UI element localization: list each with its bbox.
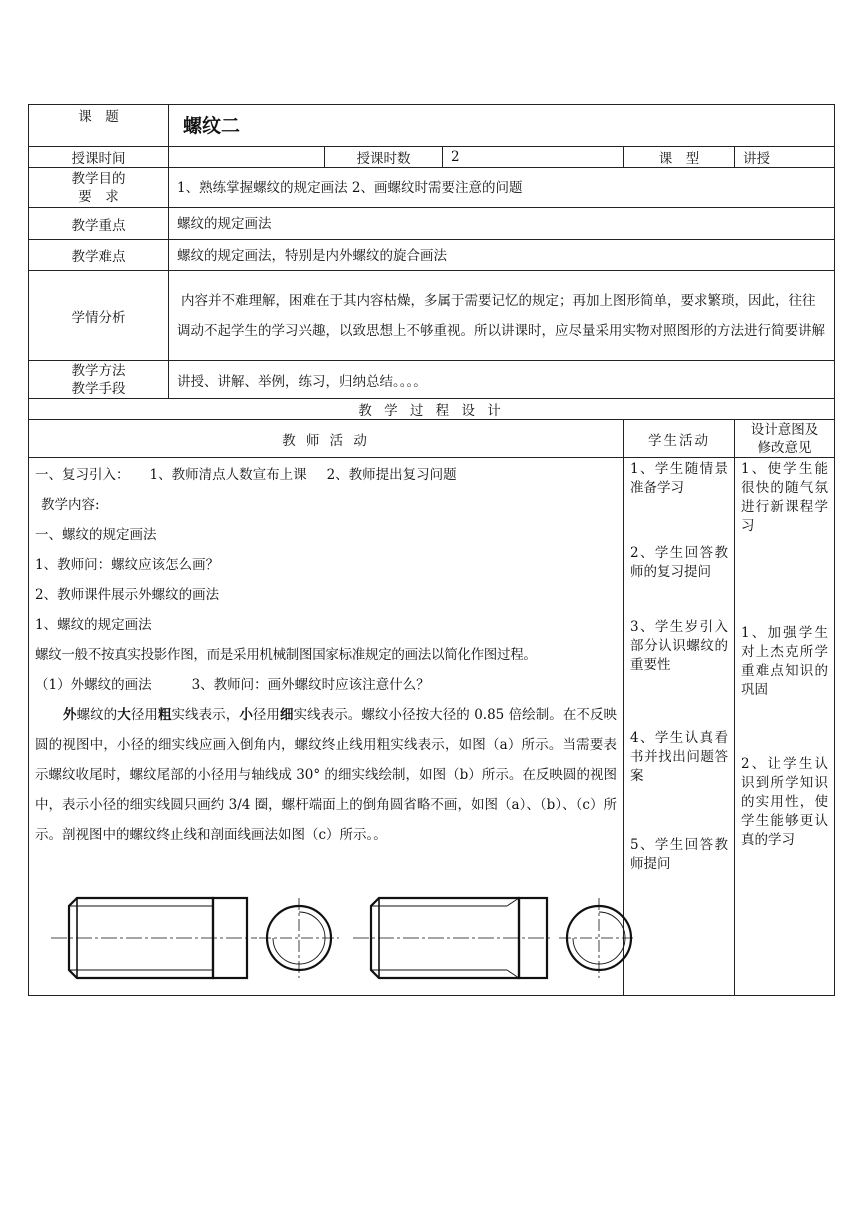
- analysis-body: 内容并不难理解，困难在于其内容枯燥，多属于需要记忆的规定；再加上图形简单，要求繁琐，因此，往往调动不起学生的学习兴趣，以致思想上不够重视。所以讲课时，应尽量采用实物对照图形的方法进行简要讲解: [177, 292, 825, 339]
- design-item-1: 1、使学生能很快的随气氛进行新课程学习: [741, 461, 828, 534]
- rules-paragraph: 外螺纹的大径用粗实线表示，小径用细实线表示。螺纹小径按大径的 0.85 倍绘制。在不反映圆的视图中，小径的细实线应画入倒角内，螺纹终止线用粗实线表示，如图（a）所示。当需要表示螺纹收尾时，螺纹尾部的小径用与轴线成 30° 的细实线绘制，如图（b）所示。在反映圆的视图中，表示小径的细实线圆只画约 3/4 圈，螺杆端面上的倒角圆省略不画，如图（a）、（b）、（c）所示。剖视图中的螺纹终止线和剖面线画法如图（c）所示。。: [35, 707, 618, 843]
- difficulty-text: 螺纹的规定画法，特别是内外螺纹的旋合画法: [169, 240, 835, 271]
- key-point-text: 螺纹的规定画法: [169, 208, 835, 240]
- teacher-column-header: 教 师 活 动: [29, 420, 624, 458]
- design-item-2: 1、加强学生对上杰克所学重难点知识的巩固: [741, 625, 828, 698]
- student-item-4: 4、学生认真看书并找出问题答案: [630, 730, 728, 784]
- course-title-label: 课 题: [29, 105, 169, 147]
- subsection-heading: 1、螺纹的规定画法: [35, 617, 152, 633]
- design-header-line2: 修改意见: [757, 439, 812, 456]
- courseware-line: 2、教师课件展示外螺纹的画法: [35, 587, 220, 603]
- student-item-5: 5、学生回答教师提问: [630, 837, 728, 872]
- design-notes: [735, 458, 835, 996]
- methods-label-line1: 教学方法: [71, 362, 126, 379]
- course-title: 螺纹二: [169, 105, 835, 147]
- intro-paragraph: 螺纹一般不按真实投影作图，而是采用机械制图国家标准规定的画法以简化作图过程。: [35, 647, 537, 663]
- student-item-1: 1、学生随情景准备学习: [630, 461, 728, 496]
- external-thread-drawing-a: [51, 898, 339, 978]
- student-item-2: 2、学生回答教师的复习提问: [630, 545, 728, 580]
- content-label: 教学内容:: [41, 497, 100, 513]
- methods-text: 讲授、讲解、举例，练习，归纳总结。。。。: [169, 361, 835, 399]
- analysis-text: [169, 271, 835, 361]
- goals-label: [29, 168, 169, 208]
- process-header: 教 学 过 程 设 计: [29, 399, 835, 420]
- lesson-table: [28, 104, 835, 420]
- step-2: 2、教师提出复习问题: [326, 467, 457, 483]
- time-value: [169, 147, 325, 168]
- analysis-label: 学情分析: [29, 271, 169, 361]
- section-heading: 一、螺纹的规定画法: [35, 527, 157, 543]
- external-thread-heading: （1）外螺纹的画法: [35, 677, 152, 693]
- student-column-header: 学生活动: [624, 420, 735, 458]
- hours-value: 2: [443, 147, 624, 168]
- time-label: 授课时间: [29, 147, 169, 168]
- methods-label: [29, 361, 169, 399]
- thread-drawings: [43, 886, 633, 1006]
- design-item-3: 2、让学生认识到所学知识的实用性，使学生能够更认真的学习: [741, 756, 828, 848]
- difficulty-label: 教学难点: [29, 240, 169, 271]
- question-3: 3、教师问：画外螺纹时应该注意什么？: [191, 677, 430, 693]
- lesson-plan: [28, 104, 834, 996]
- question-1: 1、教师问：螺纹应该怎么画？: [35, 557, 220, 573]
- teacher-activity: [29, 458, 624, 996]
- review-intro: 一、复习引入：: [35, 467, 130, 483]
- process-table: [28, 419, 835, 996]
- goals-label-line1: 教学目的: [71, 170, 126, 187]
- hours-label: 授课时数: [325, 147, 443, 168]
- external-thread-drawing-b: [353, 898, 633, 978]
- type-value: 讲授: [735, 147, 835, 168]
- design-column-header: [735, 420, 835, 458]
- step-1: 1、教师清点人数宣布上课: [149, 467, 307, 483]
- methods-label-line2: 教学手段: [71, 380, 126, 397]
- design-header-line1: 设计意图及: [750, 421, 819, 438]
- student-item-3: 3、学生岁引入部分认识螺纹的重要性: [630, 619, 728, 673]
- goals-label-line2: 要 求: [78, 188, 119, 205]
- type-label: 课 型: [624, 147, 735, 168]
- key-point-label: 教学重点: [29, 208, 169, 240]
- goals-text: 1、熟练掌握螺纹的规定画法 2、画螺纹时需要注意的问题: [169, 168, 835, 208]
- student-activity: [624, 458, 735, 996]
